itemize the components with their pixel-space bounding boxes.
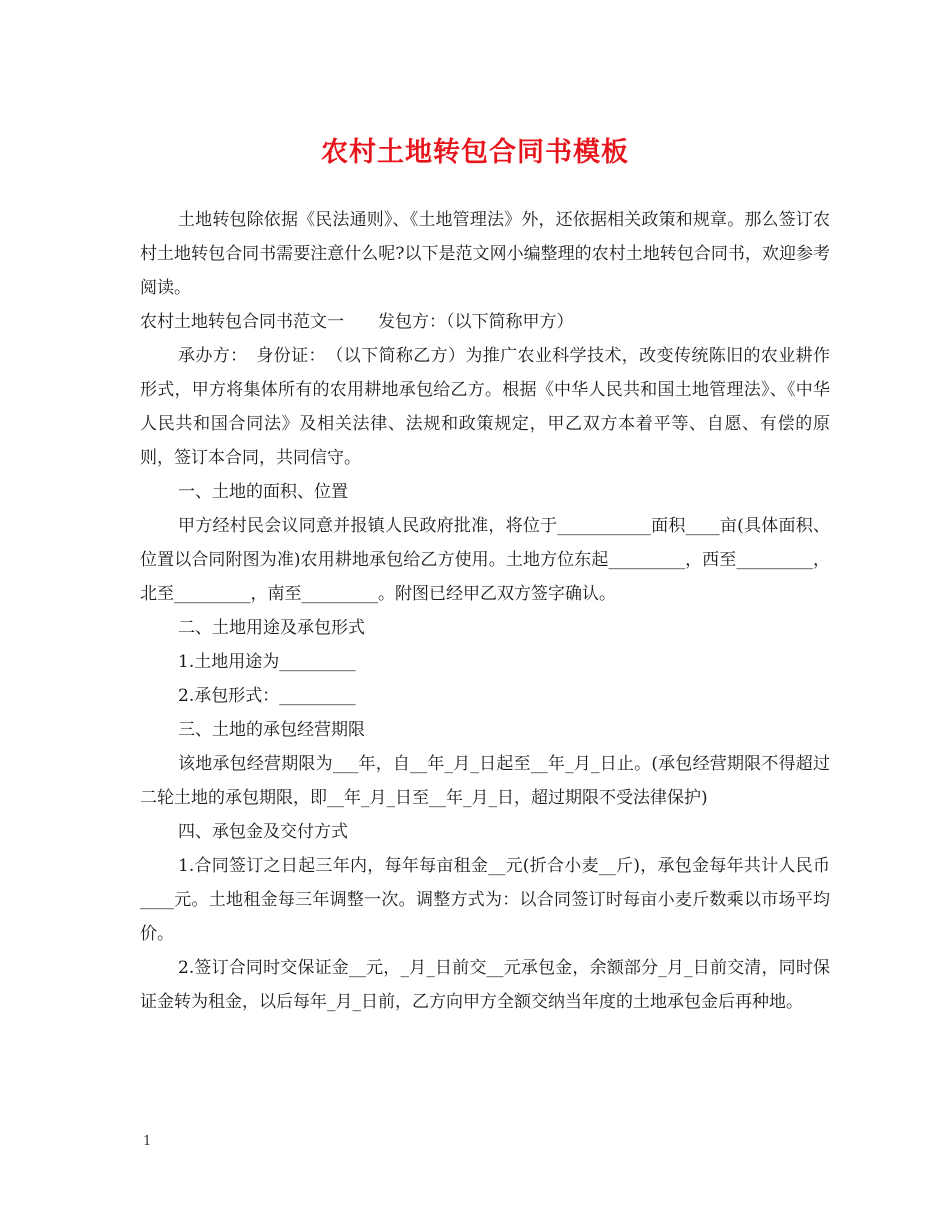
document-title: 农村土地转包合同书模板 bbox=[321, 137, 629, 168]
page-number: 1 bbox=[143, 1134, 152, 1149]
term-paragraph: 该地承包经营期限为___年，自__年_月_日起至__年_月_日止。(承包经营期限不得超过二轮土地的承包期限，即__年_月_日至__年_月_日，超过期限不受法律保护) bbox=[140, 754, 830, 808]
contract-heading-line: 农村土地转包合同书范文一 发包方：（以下简称甲方） bbox=[140, 312, 574, 332]
deposit-paragraph: 2.签订合同时交保证金__元，_月_日前交__元承包金，余额部分_月_日前交清，同时保证金转为租金，以后每年_月_日前，乙方向甲方全额交纳当年度的土地承包金后再种地。 bbox=[140, 958, 830, 1012]
document-body bbox=[140, 203, 830, 1019]
section-heading-2: 二、土地用途及承包形式 bbox=[178, 618, 365, 638]
land-location-paragraph: 甲方经村民会议同意并报镇人民政府批准，将位于___________面积____亩(具体面积、位置以合同附图为准)农用耕地承包给乙方使用。土地方位东起_________，西至_________，北至_________，南至_________。附图已经甲乙双方签字确认。 bbox=[140, 516, 830, 604]
intro-paragraph: 土地转包除依据《民法通则》、《土地管理法》外，还依据相关政策和规章。那么签订农村土地转包合同书需要注意什么呢?以下是范文网小编整理的农村土地转包合同书，欢迎参考阅读。 bbox=[140, 210, 830, 298]
contract-form-line: 2.承包形式：_________ bbox=[178, 686, 356, 706]
section-heading-4: 四、承包金及交付方式 bbox=[178, 822, 348, 842]
section-heading-3: 三、土地的承包经营期限 bbox=[178, 720, 365, 740]
party-b-paragraph: 承办方： 身份证： （以下简称乙方）为推广农业科学技术，改变传统陈旧的农业耕作形式，甲方将集体所有的农用耕地承包给乙方。根据《中华人民共和国土地管理法》、《中华人民共和国合同法》及相关法律、法规和政策规定，甲乙双方本着平等、自愿、有偿的原则，签订本合同，共同信守。 bbox=[140, 346, 830, 468]
rent-paragraph: 1.合同签订之日起三年内，每年每亩租金__元(折合小麦__斤)，承包金每年共计人民币____元。土地租金每三年调整一次。调整方式为：以合同签订时每亩小麦斤数乘以市场平均价。 bbox=[140, 856, 830, 944]
land-use-line: 1.土地用途为_________ bbox=[178, 652, 356, 672]
section-heading-1: 一、土地的面积、位置 bbox=[178, 482, 348, 502]
